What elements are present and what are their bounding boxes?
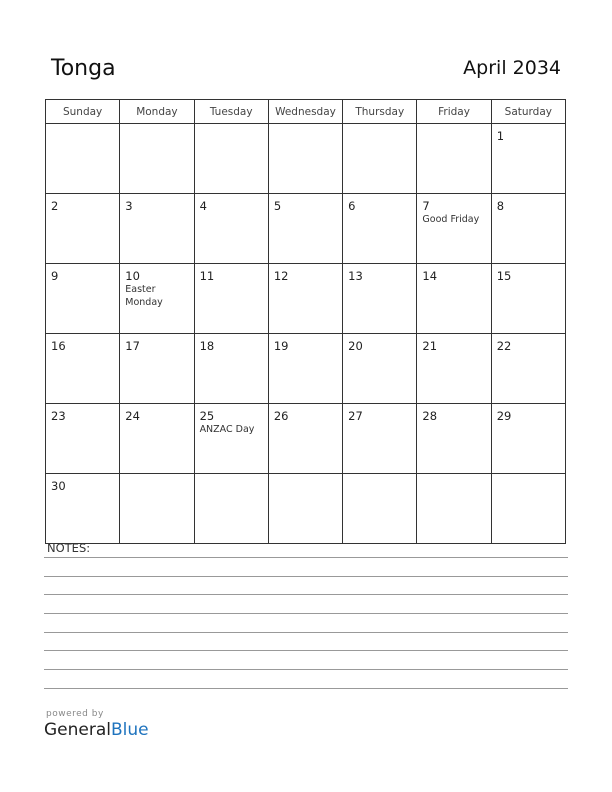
calendar-day-cell xyxy=(417,334,491,404)
day-number: 4 xyxy=(199,199,207,213)
day-number: 8 xyxy=(496,199,505,213)
holiday-label: Easter Monday xyxy=(125,284,163,308)
day-number: 30 xyxy=(51,479,66,493)
day-number: 15 xyxy=(496,269,512,283)
note-line xyxy=(44,688,568,689)
note-line xyxy=(44,576,568,577)
note-line xyxy=(44,557,568,558)
day-number: 29 xyxy=(496,409,512,423)
calendar-day-cell xyxy=(46,334,120,404)
day-number: 10 xyxy=(125,269,140,283)
country-title: Tonga xyxy=(51,56,116,81)
calendar-day-cell xyxy=(120,404,194,474)
day-number: 7 xyxy=(422,199,430,213)
day-number: 17 xyxy=(125,339,140,353)
calendar-day-cell xyxy=(268,334,342,404)
notes-label: NOTES: xyxy=(47,541,91,555)
calendar-day-cell xyxy=(417,124,491,194)
calendar-day-cell xyxy=(343,264,417,334)
calendar-day-cell xyxy=(46,404,120,474)
holiday-label: Good Friday xyxy=(422,214,480,225)
calendar-week-row xyxy=(46,334,566,404)
day-number: 20 xyxy=(348,339,363,353)
calendar-day-cell xyxy=(120,124,194,194)
calendar-day-cell xyxy=(491,474,565,544)
calendar-day-cell xyxy=(268,264,342,334)
holiday-label: ANZAC Day xyxy=(199,424,255,435)
weekday-header: Friday xyxy=(417,100,491,124)
day-number: 19 xyxy=(273,339,289,353)
day-number: 3 xyxy=(125,199,133,213)
calendar-day-cell xyxy=(343,404,417,474)
calendar-week-row xyxy=(46,474,566,544)
calendar-day-cell xyxy=(194,124,268,194)
day-number: 28 xyxy=(422,409,438,423)
calendar-day-cell xyxy=(491,124,565,194)
powered-by-text: powered by xyxy=(46,709,104,719)
day-number: 1 xyxy=(496,129,505,143)
calendar-day-cell xyxy=(343,124,417,194)
weekday-header: Tuesday xyxy=(194,100,268,124)
day-number: 11 xyxy=(199,269,215,283)
calendar-day-cell xyxy=(194,194,268,264)
calendar-day-cell xyxy=(343,334,417,404)
day-number: 16 xyxy=(51,339,66,353)
note-line xyxy=(44,669,568,670)
calendar-day-cell xyxy=(120,264,194,334)
calendar-week-row xyxy=(46,264,566,334)
calendar-day-cell xyxy=(46,194,120,264)
calendar-day-cell xyxy=(491,334,565,404)
day-number: 2 xyxy=(51,199,59,213)
day-number: 13 xyxy=(348,269,363,283)
calendar-week-row xyxy=(46,194,566,264)
weekday-header: Sunday xyxy=(46,100,120,124)
day-number: 21 xyxy=(422,339,438,353)
calendar-day-cell xyxy=(491,264,565,334)
calendar-day-cell xyxy=(343,474,417,544)
weekday-header: Saturday xyxy=(491,100,565,124)
calendar-day-cell xyxy=(343,194,417,264)
brand-part1: General xyxy=(44,720,111,740)
calendar-day-cell xyxy=(268,474,342,544)
day-number: 23 xyxy=(51,409,66,423)
calendar-day-cell xyxy=(417,264,491,334)
day-number: 25 xyxy=(199,409,215,423)
day-number: 5 xyxy=(273,199,282,213)
weekday-header: Wednesday xyxy=(268,100,342,124)
day-number: 24 xyxy=(125,409,140,423)
calendar-day-cell xyxy=(194,404,268,474)
weekday-header: Thursday xyxy=(343,100,417,124)
calendar-week-row xyxy=(46,124,566,194)
calendar-day-cell xyxy=(120,474,194,544)
note-line xyxy=(44,632,568,633)
day-number: 22 xyxy=(496,339,512,353)
calendar-day-cell xyxy=(46,124,120,194)
day-number: 6 xyxy=(348,199,356,213)
calendar-day-cell xyxy=(491,404,565,474)
day-number: 14 xyxy=(422,269,438,283)
calendar-day-cell xyxy=(120,194,194,264)
calendar-day-cell xyxy=(417,404,491,474)
day-number: 27 xyxy=(348,409,363,423)
calendar-day-cell xyxy=(417,474,491,544)
day-number: 18 xyxy=(199,339,215,353)
calendar-day-cell xyxy=(194,474,268,544)
calendar-day-cell xyxy=(194,334,268,404)
note-line xyxy=(44,650,568,651)
calendar-day-cell xyxy=(491,194,565,264)
calendar-day-cell xyxy=(194,264,268,334)
calendar-grid xyxy=(45,99,566,544)
calendar-day-cell xyxy=(268,194,342,264)
calendar-day-cell xyxy=(268,124,342,194)
calendar-day-cell xyxy=(46,264,120,334)
calendar-day-cell xyxy=(46,474,120,544)
note-line xyxy=(44,613,568,614)
calendar-day-cell xyxy=(417,194,491,264)
weekday-header: Monday xyxy=(120,100,194,124)
calendar-week-row xyxy=(46,404,566,474)
calendar-day-cell xyxy=(268,404,342,474)
day-number: 12 xyxy=(273,269,289,283)
day-number: 9 xyxy=(51,269,59,283)
day-number: 26 xyxy=(273,409,289,423)
month-year-title: April 2034 xyxy=(463,57,561,79)
brand-part2: Blue xyxy=(111,720,149,740)
note-line xyxy=(44,594,568,595)
brand-logo[interactable] xyxy=(44,720,149,740)
calendar-day-cell xyxy=(120,334,194,404)
weekday-header-row xyxy=(46,100,566,124)
